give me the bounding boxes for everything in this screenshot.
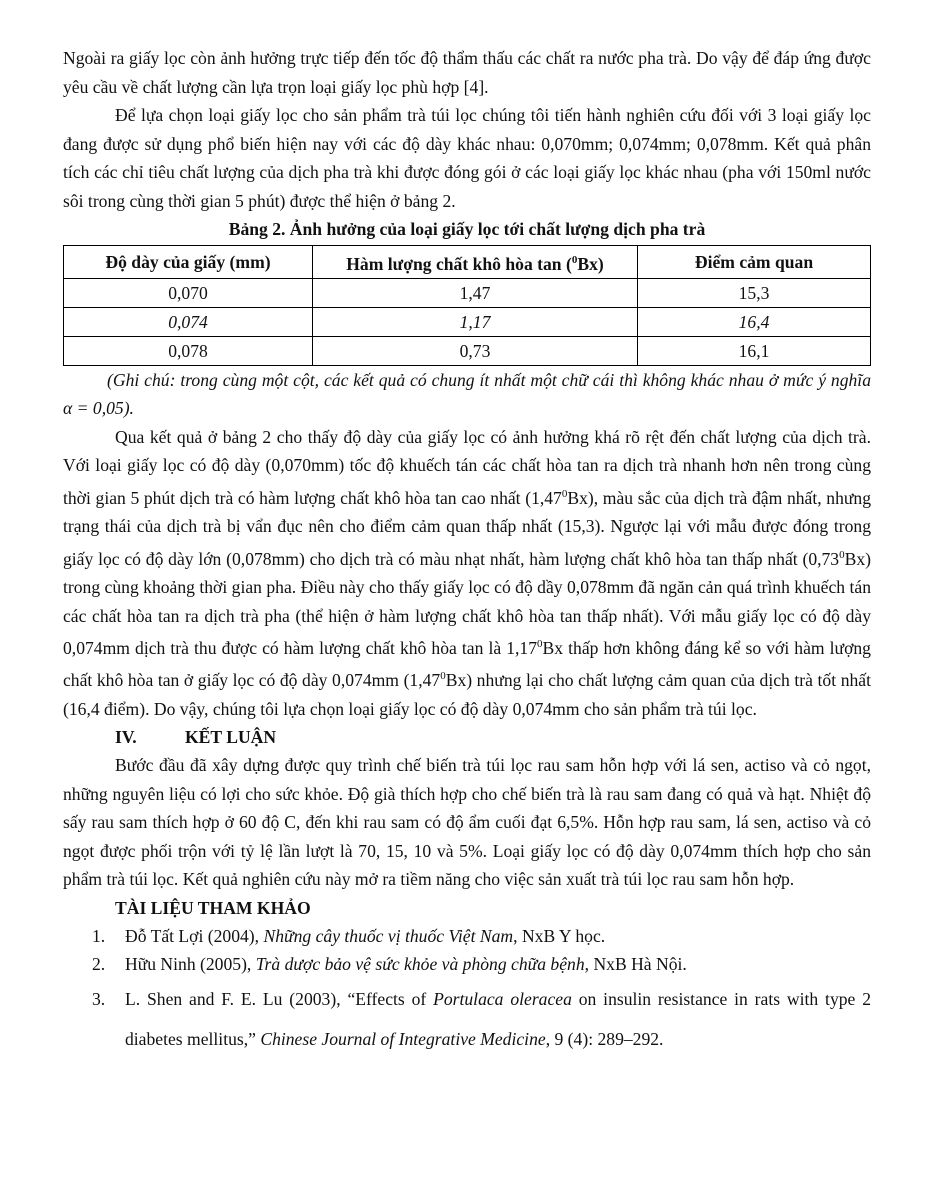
cell-thickness: 0,070 [64,278,313,307]
header-sensory-score: Điểm cảm quan [638,246,871,279]
results-table [63,245,871,366]
references-heading: TÀI LIỆU THAM KHẢO [115,897,311,918]
cell-sensory-score: 15,3 [638,278,871,307]
paragraph-method: Để lựa chọn loại giấy lọc cho sản phẩm trà túi lọc chúng tôi tiến hành nghiên cứu đối với 3 loại giấy lọc đang được sử dụng phổ biến hiện nay với các độ dày khác nhau: 0,070mm; 0,074mm; 0,078mm. Kết quả phân tích các chỉ tiêu chất lượng của dịch pha trà khi được đóng gói ở các loại giấy lọc khác nhau (pha với 150ml nước sôi trong cùng thời gian 5 phút) được thể hiện ở bảng 2. [63,105,871,211]
cell-thickness: 0,074 [64,307,313,336]
header-thickness: Độ dày của giấy (mm) [64,246,313,279]
cell-thickness: 0,078 [64,336,313,365]
section-heading-conclusion: IV. KẾT LUẬN [115,727,277,748]
reference-list [63,922,871,1059]
reference-item: 1. Đỗ Tất Lợi (2004), Những cây thuốc vị thuốc Việt Nam, NxB Y học. [92,925,606,946]
table-caption: Bảng 2. Ảnh hưởng của loại giấy lọc tới chất lượng dịch pha trà [228,219,706,239]
table-note: (Ghi chú: trong cùng một cột, các kết quả có chung ít nhất một chữ cái thì không khác nhau ở mức ý nghĩa α = 0,05). [63,369,871,419]
header-soluble-solids: Hàm lượng chất khô hòa tan ($^0$Bx) [313,246,638,279]
document-page [63,44,871,1059]
paragraph-conclusion: Bước đầu đã xây dựng được quy trình chế biến trà túi lọc rau sam hỗn hợp với lá sen, actiso và cỏ ngọt, những nguyên liệu có lợi cho sức khỏe. Độ già thích hợp cho chế biến trà là rau sam đang có quả và hạt. Nhiệt độ sấy rau sam thích hợp ở 60 độ C, đến khi rau sam có độ ẩm cuối đạt 6,5%. Hỗn hợp rau sam, lá sen, actiso và cỏ ngọt được phối trộn với tỷ lệ lần lượt là 70, 15, 10 và 5%. Loại giấy lọc có độ dày 0,074mm thích hợp cho sản phẩm trà túi lọc. Kết quả nghiên cứu này mở ra tiềm năng cho việc sản xuất trà túi lọc rau sam hỗn hợp. [63,755,871,890]
paragraph-discussion: Qua kết quả ở bảng 2 cho thấy độ dày của giấy lọc có ảnh hưởng khá rõ rệt đến chất lượng của dịch trà. Với loại giấy lọc có độ dày (0,070mm) tốc độ khuếch tán các chất hòa tan ra dịch trà nhanh hơn nên trong cùng thời gian 5 phút dịch trà có hàm lượng chất khô hòa tan cao nhất (1,47$^0$Bx), màu sắc của dịch trà đậm nhất, nhưng trạng thái của dịch trà bị vẩn đục nên cho điểm cảm quan thấp nhất (15,3). Ngược lại với mẫu được đóng trong giấy lọc có độ dày lớn (0,078mm) cho dịch trà có màu nhạt nhất, hàm lượng chất khô hòa tan thấp nhất (0,73$^0$Bx) trong cùng khoảng thời gian pha. Điều này cho thấy giấy lọc có độ dầy 0,078mm đã ngăn cản quá trình khuếch tán các chất hòa tan ra dịch trà pha (thể hiện ở hàm lượng chất khô hòa tan thấp nhất). Với mẫu giấy lọc có độ dày 0,074mm dịch trà thu được có hàm lượng chất khô hòa tan là 1,17$^0$Bx thấp hơn không đáng kể so với hàm lượng chất khô hòa tan ở giấy lọc có độ dày 0,074mm (1,47$^0$Bx) nhưng lại cho chất lượng cảm quan của dịch trà tốt nhất (16,4 điểm). Do vậy, chúng tôi lựa chọn loại giấy lọc có độ dày 0,074mm cho sản phẩm trà túi lọc. [63,426,871,719]
table-row [64,278,871,307]
cell-soluble-solids: 1,17 [313,307,638,336]
reference-item: 3. L. Shen and F. E. Lu (2003), “Effects of Portulaca oleracea on insulin resistance in rats with type 2 diabetes mellitus,” Chinese Journal of Integrative Medicine, 9 (4): 289–292. [92,988,871,1049]
reference-item: 2. Hữu Ninh (2005), Trà dược bảo vệ sức khỏe và phòng chữa bệnh, NxB Hà Nội. [92,954,687,975]
cell-soluble-solids: 1,47 [313,278,638,307]
paragraph-intro: Ngoài ra giấy lọc còn ảnh hưởng trực tiếp đến tốc độ thẩm thấu các chất ra nước pha trà. Do vậy để đáp ứng được yêu cầu về chất lượng cần lựa trọn loại giấy lọc phù hợp [4]. [63,48,871,97]
table-row [64,307,871,336]
cell-sensory-score: 16,1 [638,336,871,365]
cell-sensory-score: 16,4 [638,307,871,336]
table-header-row [64,246,871,279]
cell-soluble-solids: 0,73 [313,336,638,365]
table-row [64,336,871,365]
